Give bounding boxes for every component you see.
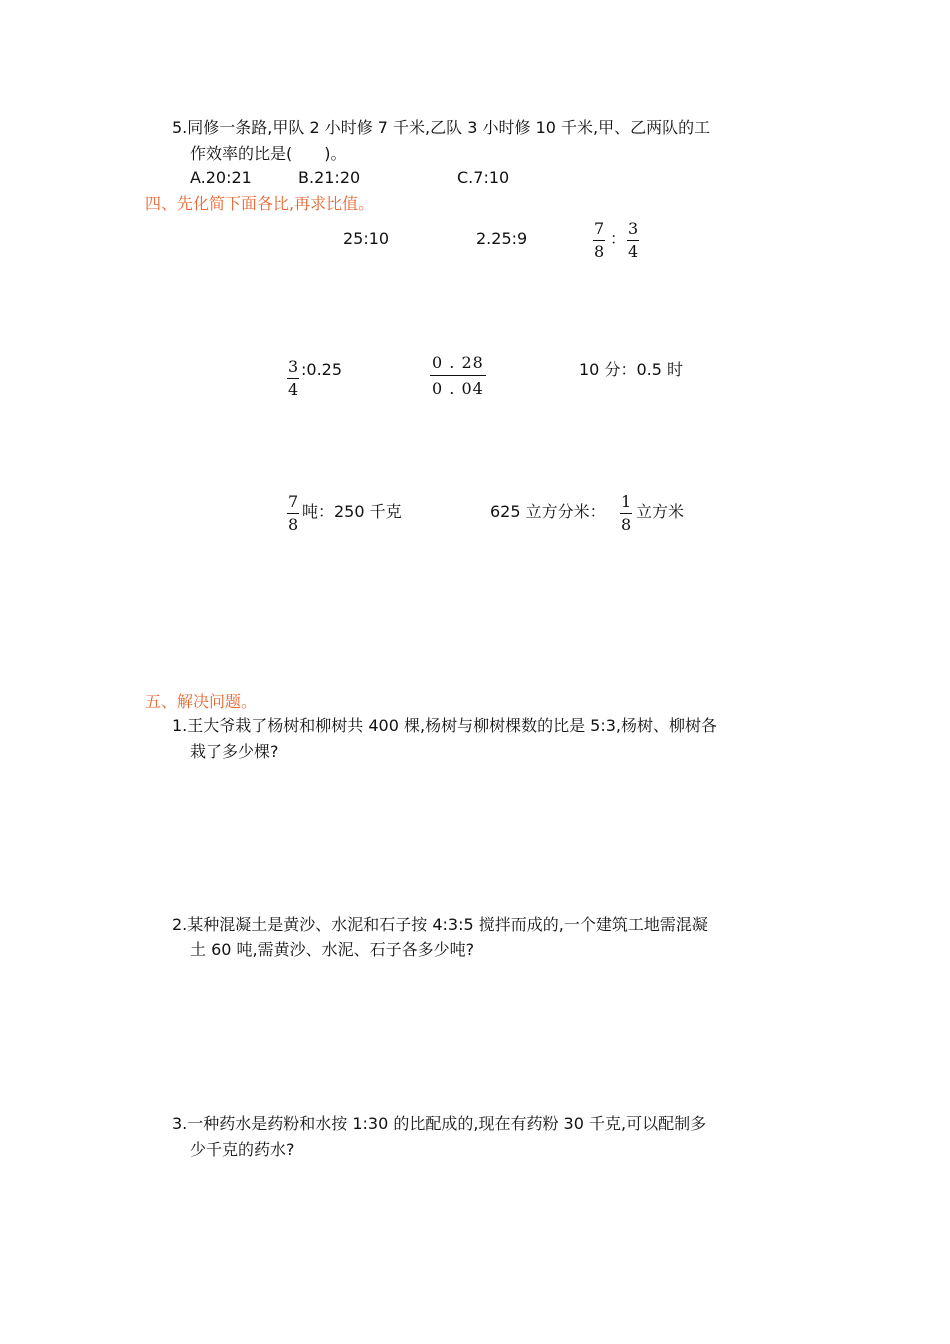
q5-line1: 5.同修一条路,甲队 2 小时修 7 千米,乙队 3 小时修 10 千米,甲、乙两队的工: [172, 118, 711, 137]
fraction: [287, 493, 299, 534]
denominator: 8: [621, 515, 632, 534]
denominator: 8: [288, 515, 299, 534]
ratio-prefix: 625 立方分米：: [490, 502, 606, 521]
q5-option-b: B.21:20: [298, 168, 361, 187]
section5-heading: 五、解决问题。: [145, 692, 258, 711]
problem-3-line2: 少千克的药水?: [190, 1140, 295, 1159]
ratio-separator: ：: [610, 229, 627, 248]
numerator: 3: [627, 220, 639, 241]
problem-1-line1: 1.王大爷栽了杨树和柳树共 400 棵,杨树与柳树棵数的比是 5:3,杨树、柳树各: [172, 716, 717, 735]
numerator: 3: [287, 358, 299, 379]
denominator: 8: [594, 242, 605, 261]
problem-1-line2: 栽了多少棵?: [190, 742, 279, 761]
ratio-rest: :0.25: [301, 360, 343, 379]
denominator: 0 . 04: [432, 379, 484, 398]
numerator: 7: [287, 493, 299, 514]
numerator: 7: [593, 220, 605, 241]
denominator: 4: [288, 380, 299, 399]
fraction: [430, 354, 486, 398]
ratio-item-2: 2.25:9: [476, 229, 528, 248]
ratio-item-1: 25:10: [343, 229, 390, 248]
ratio-rest: 吨：250 千克: [302, 502, 402, 521]
section4-heading: 四、先化简下面各比,再求比值。: [145, 194, 375, 213]
problem-2-line2: 土 60 吨,需黄沙、水泥、石子各多少吨?: [190, 940, 475, 959]
problem-3-line1: 3.一种药水是药粉和水按 1:30 的比配成的,现在有药粉 30 千克,可以配制多: [172, 1114, 707, 1133]
q5-option-a: A.20:21: [190, 168, 252, 187]
q5-option-c: C.7:10: [457, 168, 510, 187]
fraction: [593, 220, 605, 261]
fraction: [620, 493, 632, 534]
denominator: 4: [628, 242, 639, 261]
q5-line2: 作效率的比是( )。: [190, 144, 347, 163]
problem-2-line1: 2.某种混凝土是黄沙、水泥和石子按 4:3:5 搅拌而成的,一个建筑工地需混凝: [172, 915, 708, 934]
fraction: [287, 358, 299, 399]
ratio-suffix: 立方米: [636, 502, 685, 521]
ratio-item-6: 10 分：0.5 时: [579, 360, 683, 379]
fraction: [627, 220, 639, 261]
numerator: 1: [620, 493, 632, 514]
numerator: 0 . 28: [430, 354, 486, 376]
